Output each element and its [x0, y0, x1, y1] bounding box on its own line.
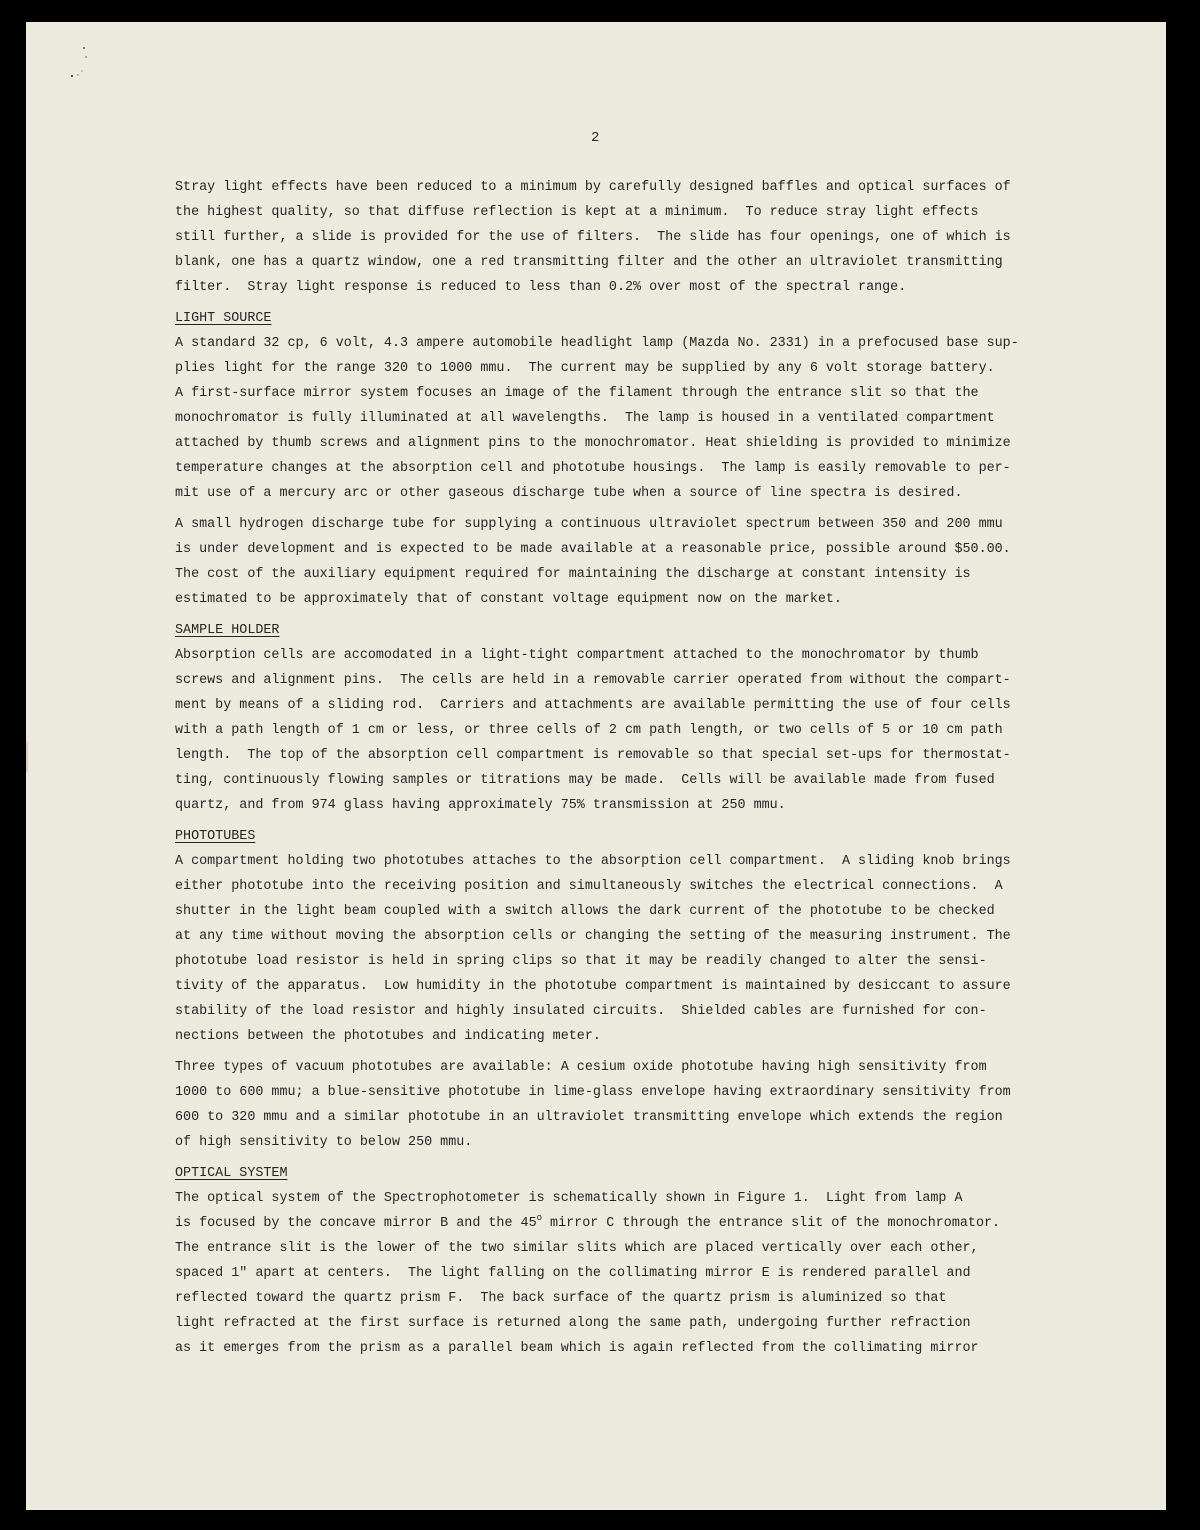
phototubes-paragraph-1 — [175, 849, 1065, 1049]
text-line: 600 to 320 mmu and a similar phototube in an ultraviolet transmitting envelope which extends the region — [175, 1110, 1003, 1125]
text-line: at any time without moving the absorption cells or changing the setting of the measuring instrument. The — [175, 929, 1011, 944]
text-line: filter. Stray light response is reduced to less than 0.2% over most of the spectral range. — [175, 280, 907, 295]
text-line: light refracted at the first surface is returned along the same path, undergoing further refraction — [175, 1316, 971, 1331]
paper-specks — [64, 44, 94, 84]
page-number: 2 — [591, 130, 600, 146]
text-line: the highest quality, so that diffuse reflection is kept at a minimum. To reduce stray light effects — [175, 205, 979, 220]
text-line: A small hydrogen discharge tube for supplying a continuous ultraviolet spectrum between 350 and 200 mmu — [175, 517, 1003, 532]
text-line: either phototube into the receiving position and simultaneously switches the electrical connections. A — [175, 879, 1003, 894]
text-line: is under development and is expected to be made available at a reasonable price, possible around $50.00. — [175, 542, 1011, 557]
intro-paragraph — [175, 175, 1065, 300]
phototubes-paragraph-2 — [175, 1055, 1065, 1155]
text-line: ment by means of a sliding rod. Carriers and attachments are available permitting the use of four cells — [175, 698, 1011, 713]
text-line: 1000 to 600 mmu; a blue-sensitive phototube in lime-glass envelope having extraordinary sensitivity from — [175, 1085, 1011, 1100]
document-page — [26, 22, 1166, 1510]
light-source-paragraph-2 — [175, 512, 1065, 612]
text-line: Three types of vacuum phototubes are available: A cesium oxide phototube having high sensitivity from — [175, 1060, 987, 1075]
text-line: monochromator is fully illuminated at all wavelengths. The lamp is housed in a ventilated compartment — [175, 411, 995, 426]
text-line: attached by thumb screws and alignment pins to the monochromator. Heat shielding is provided to minimize — [175, 436, 1011, 451]
text-line: estimated to be approximately that of constant voltage equipment now on the market. — [175, 592, 842, 607]
text-line: spaced 1" apart at centers. The light falling on the collimating mirror E is rendered parallel and — [175, 1266, 971, 1281]
text-line: blank, one has a quartz window, one a red transmitting filter and the other an ultraviolet transmitting — [175, 255, 1003, 270]
text-line: Absorption cells are accomodated in a light-tight compartment attached to the monochromator by thumb — [175, 648, 979, 663]
degree-superscript: o — [536, 1213, 543, 1223]
text-line: ting, continuously flowing samples or titrations may be made. Cells will be available made from fused — [175, 773, 995, 788]
text-line: reflected toward the quartz prism F. The back surface of the quartz prism is aluminized so that — [175, 1291, 947, 1306]
light-source-paragraph-1 — [175, 331, 1065, 506]
text-line: temperature changes at the absorption cell and phototube housings. The lamp is easily removable to per- — [175, 461, 1011, 476]
text-line: plies light for the range 320 to 1000 mmu. The current may be supplied by any 6 volt storage battery. — [175, 361, 995, 376]
text-segment: mirror C through the entrance slit of the monochromator. — [542, 1216, 1001, 1231]
page-edge-mark — [26, 742, 28, 772]
text-line: The cost of the auxiliary equipment required for maintaining the discharge at constant intensity is — [175, 567, 971, 582]
text-line: shutter in the light beam coupled with a switch allows the dark current of the phototube to be checked — [175, 904, 995, 919]
document-body — [175, 175, 1065, 1361]
section-heading-optical-system: OPTICAL SYSTEM — [175, 1166, 288, 1181]
section-heading-light-source: LIGHT SOURCE — [175, 311, 272, 326]
text-line: Stray light effects have been reduced to a minimum by carefully designed baffles and optical surfaces of — [175, 180, 1011, 195]
text-line: phototube load resistor is held in spring clips so that it may be readily changed to alter the sensi- — [175, 954, 987, 969]
text-line-with-degree — [175, 1211, 1065, 1236]
text-line: tivity of the apparatus. Low humidity in the phototube compartment is maintained by desiccant to assure — [175, 979, 1011, 994]
text-line: mit use of a mercury arc or other gaseous discharge tube when a source of line spectra is desired. — [175, 486, 963, 501]
text-line: A compartment holding two phototubes attaches to the absorption cell compartment. A sliding knob brings — [175, 854, 1011, 869]
section-heading-phototubes: PHOTOTUBES — [175, 829, 256, 844]
text-line: with a path length of 1 cm or less, or three cells of 2 cm path length, or two cells of 5 or 10 cm path — [175, 723, 1003, 738]
text-segment: is focused by the concave mirror B and the 45 — [175, 1216, 537, 1231]
sample-holder-paragraph — [175, 643, 1065, 818]
text-line: screws and alignment pins. The cells are held in a removable carrier operated from without the compart- — [175, 673, 1011, 688]
text-line: quartz, and from 974 glass having approximately 75% transmission at 250 mmu. — [175, 798, 786, 813]
text-line: A standard 32 cp, 6 volt, 4.3 ampere automobile headlight lamp (Mazda No. 2331) in a prefocused base sup- — [175, 336, 1019, 351]
text-line: The entrance slit is the lower of the two similar slits which are placed vertically over each other, — [175, 1241, 979, 1256]
text-line: length. The top of the absorption cell compartment is removable so that special set-ups for thermostat- — [175, 748, 1011, 763]
optical-system-paragraph — [175, 1186, 1065, 1361]
section-heading-sample-holder: SAMPLE HOLDER — [175, 623, 280, 638]
text-line: nections between the phototubes and indicating meter. — [175, 1029, 601, 1044]
text-line: A first-surface mirror system focuses an image of the filament through the entrance slit so that the — [175, 386, 979, 401]
text-line: as it emerges from the prism as a parallel beam which is again reflected from the collimating mirror — [175, 1341, 979, 1356]
text-line: of high sensitivity to below 250 mmu. — [175, 1135, 473, 1150]
text-line: still further, a slide is provided for the use of filters. The slide has four openings, one of which is — [175, 230, 1011, 245]
text-line: stability of the load resistor and highly insulated circuits. Shielded cables are furnished for con- — [175, 1004, 987, 1019]
text-line: The optical system of the Spectrophotometer is schematically shown in Figure 1. Light from lamp A — [175, 1191, 963, 1206]
